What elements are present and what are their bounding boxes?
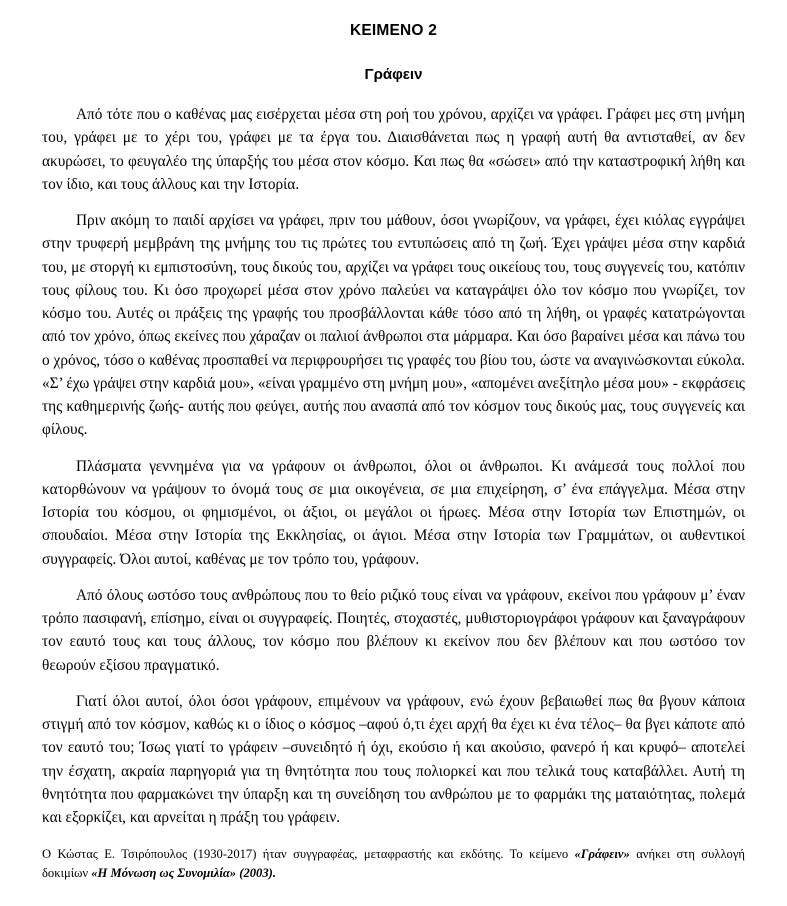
document-body — [42, 103, 745, 829]
paragraph: Πλάσματα γεννημένα για να γράφουν οι άνθρωποι, όλοι οι άνθρωποι. Κι ανάμεσά τους πολλοί που κατορθώνουν να γράψουν το όνομά τους σε μια οικογένεια, σε μια επιχείρηση, σ’ ένα επάγγελμα. Μέσα στην Ιστορία του κόσμου, οι φημισμένοι, οι άξιοι, οι μεγάλοι οι ήρωες. Μέσα στην Ιστορία των Επιστημών, οι σπουδαίοι. Μέσα στην Ιστορία της Εκκλησίας, οι άγιοι. Μέσα στην Ιστορία των Γραμμάτων, οι αυθεντικοί συγγραφείς. Όλοι αυτοί, καθένας με τον τρόπο του, γράφουν. — [42, 457, 745, 568]
footnote-emphasis-collection: «Η Μόνωση ως Συνομιλία» (2003). — [91, 865, 276, 880]
document-subtitle: Γράφειν — [364, 66, 423, 83]
paragraph: Από τότε που ο καθένας μας εισέρχεται μέσα στη ροή του χρόνου, αρχίζει να γράφει. Γράφει μες στη μνήμη του, γράφει με το χέρι του, γράφει με τα έργα του. Διαισθάνεται πως η γραφή αυτή θα αντισταθεί, αν δεν ακυρώσει, το φευγαλέο της ύπαρξής του μέσα στον κόσμο. Και πως θα «σώσει» από την καταστροφική λήθη και τον ίδιο, και τους άλλους και την Ιστορία. — [42, 106, 745, 193]
paragraph: Γιατί όλοι αυτοί, όλοι όσοι γράφουν, επιμένουν να γράφουν, ενώ έχουν βεβαιωθεί πως θα βγουν κάποια στιγμή από τον κόσμον, καθώς κι ο ίδιος ο κόσμος –αφού ό,τι έχει αρχή θα έχει κι ένα τέλος– θα βγει κάποτε από τον εαυτό του; Ίσως γιατί το γράφειν –συνειδητό ή όχι, εκούσιο ή και ακούσιο, φανερό ή και κρυφό– αποτελεί την έσχατη, ακραία παρηγοριά για τη θνητότητα που τους πολιορκεί και που τελικά τους καταβάλλει. Αυτή τη θνητότητα που φαρμακώνει την ύπαρξη και τη συνείδηση του ανθρώπου με το φαρμάκι της ματαιότητας, πολεμά και εξορκίζει, και αρνείται η πράξη του γράφειν. — [42, 692, 745, 826]
page-title: ΚΕΙΜΕΝΟ 2 — [349, 22, 438, 39]
paragraph: Πριν ακόμη το παιδί αρχίσει να γράφει, πριν του μάθουν, όσοι γνωρίζουν, να γράφει, έχει κιόλας εγγράψει στην τρυφερή μεμβράνη της μνήμης του τις πρώτες του εντυπώσεις από τη ζωή. Έχει γράψει μέσα στην καρδιά του, με στοργή κι εμπιστοσύνη, τους δικούς του, αρχίζει να γράφει τους οικείους του, τους συγγενείς του, κατόπιν τους φίλους του. Κι όσο προχωρεί μέσα στον χρόνο παλεύει να καταγράψει όλο τον κόσμο που γνωρίζει, τον κόσμο του. Αυτές οι πράξεις της γραφής του προσβάλλονται κάθε τόσο από τη λήθη, οι γραφές κατατρώγονται από τον χρόνο, όπως εκείνες που χάραζαν οι παλιοί άνθρωποι στα μάρμαρα. Και όσο βαραίνει μέσα και πάνω του ο χρόνος, τόσο ο καθένας προσπαθεί να περιφρουρήσει τις γραφές του βίου του, ώστε να αναγινώσκονται εύκολα. «Σ’ έχω γράψει στην καρδιά μου», «είναι γραμμένο στη μνήμη μου», «απομένει ανεξίτηλο μέσα μου» - εκφράσεις της καθημερινής ζωής- αυτής που φεύγει, αυτής που ανασπά από τον κόσμον τους δικούς μας, τους συγγενείς και φίλους. — [42, 212, 745, 439]
footnote-text-part1: Ο Κώστας Ε. Τσιρόπουλος (1930-2017) ήταν συγγραφέας, μεταφραστής και εκδότης. Το κείμενο — [42, 847, 575, 862]
footnote-text-part2: ανήκει στη συλλογή δοκιμίων — [42, 847, 745, 880]
paragraph: Από όλους ωστόσο τους ανθρώπους που το θείο ριζικό τους είναι να γράφουν, εκείνοι που γράφουν μ’ έναν τρόπο πασιφανή, επίσημο, είναι οι συγγραφείς. Ποιητές, στοχαστές, μυθιστοριογράφοι γράφουν και ξαναγράφουν τον εαυτό τους και τους άλλους, τον κόσμο που βλέπουν κι εκείνον που δεν βλέπουν και που ωστόσο τον θεωρούν εξίσου πραγματικό. — [42, 586, 745, 674]
source-footnote — [42, 845, 745, 882]
footnote-emphasis-title: «Γράφειν» — [574, 847, 630, 862]
